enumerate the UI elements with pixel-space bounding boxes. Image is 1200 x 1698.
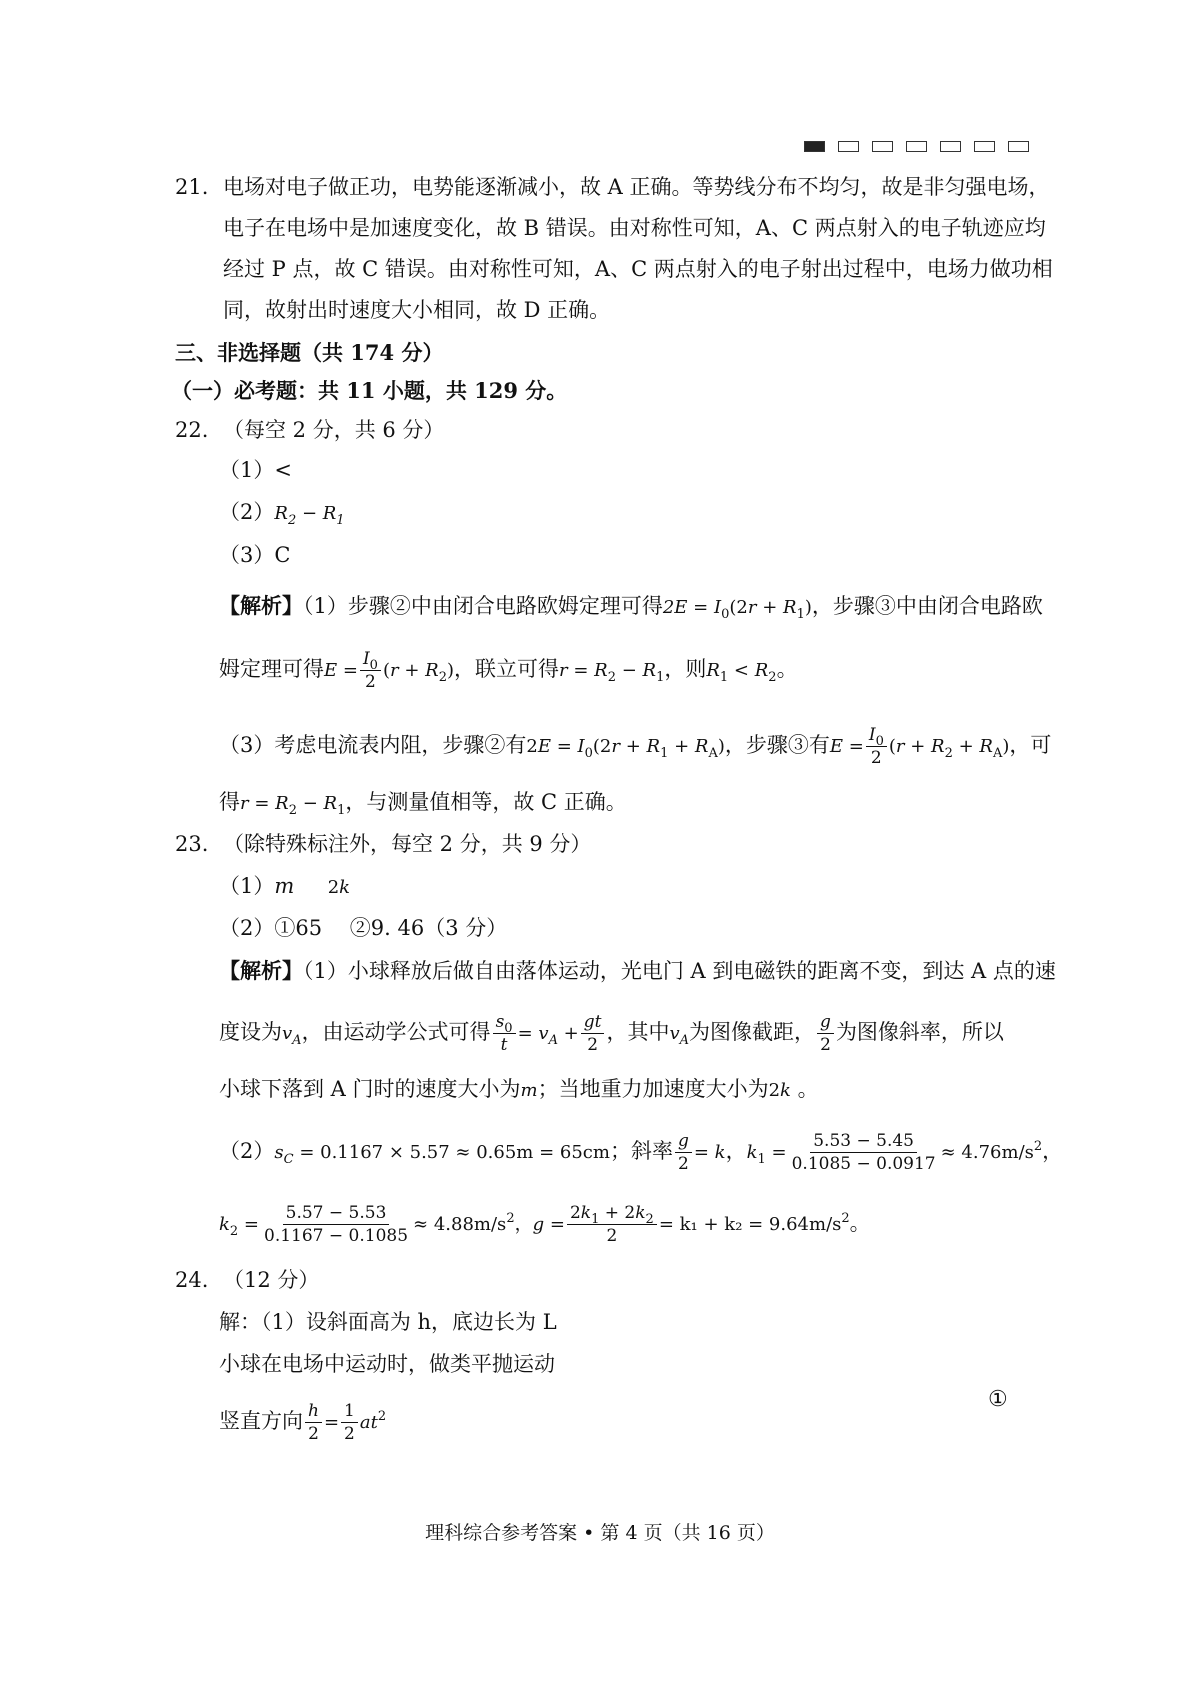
progress-marker-empty xyxy=(838,141,859,152)
section-3-subtitle: （一）必考题：共 11 小题，共 129 分。 xyxy=(171,378,568,403)
q22-explanation-1: 【解析】（1）步骤②中由闭合电路欧姆定理可得$2E = I_0(2r + R_1)$，步骤③中由闭合电路欧 xyxy=(219,593,1043,622)
q22-number: 22. xyxy=(175,418,209,442)
q24-number: 24. xyxy=(175,1268,209,1292)
q21-text-1: 电场对电子做正功，电势能逐渐减小，故 A 正确。等势线分布不均匀，故是非匀强电场， xyxy=(223,175,1050,199)
q23-explanation-3: 小球下落到 A 门时的速度大小为m；当地重力加速度大小为2k 。 xyxy=(219,1077,819,1101)
q23-answer-2: （2）①65 ②9. 46（3 分） xyxy=(219,916,508,940)
page-footer: 理科综合参考答案 • 第 4 页（共 16 页） xyxy=(425,1522,775,1544)
q24-line-1: 解：（1）设斜面高为 h，底边长为 L xyxy=(219,1310,557,1334)
q22-header xyxy=(175,416,444,444)
q24-line-2: 小球在电场中运动时，做类平抛运动 xyxy=(219,1352,555,1376)
q23-answer-1: （1）m 2k xyxy=(219,874,351,898)
q22-answer-3: （3）C xyxy=(219,543,291,567)
q22-explanation-4: 得$r = R_2 - R_1$，与测量值相等，故 C 正确。 xyxy=(219,790,627,818)
progress-marker-empty xyxy=(872,141,893,152)
q23-number: 23. xyxy=(175,832,209,856)
q23-points: （除特殊标注外，每空 2 分，共 9 分） xyxy=(223,832,592,856)
q23-explanation-1: 【解析】（1）小球释放后做自由落体运动，光电门 A 到电磁铁的距离不变，到达 A 点的速 xyxy=(219,958,1056,983)
q21-line-4: 同，故射出时速度大小相同，故 D 正确。 xyxy=(223,298,611,322)
progress-marker-empty xyxy=(906,141,927,152)
page-progress-markers xyxy=(804,141,1029,152)
q23-header xyxy=(175,830,591,858)
q21-number: 21. xyxy=(175,175,209,199)
q24-header xyxy=(175,1266,319,1294)
progress-marker-empty xyxy=(940,141,961,152)
progress-marker-empty xyxy=(974,141,995,152)
q24-line-3: 竖直方向 $\frac{h}{2}$ = $\frac{1}{2}$ $at^2$ xyxy=(219,1401,387,1444)
equation-number-1: ① xyxy=(988,1387,1008,1412)
q22-explanation-3: （3）考虑电流表内阻，步骤②有$2E = I_0(2r + R_1 + R_A)$，步骤③有E = $\frac{I_0}{2}$ $(r + R_2 + R_A)$，可 xyxy=(219,725,1052,768)
q23-explanation-5: $k_2$ = $\frac{5.57 - 5.53}{0.1167 - 0.1085}$ ≈ $4.88m/s^2$，g = $\frac{2k_1 + 2k_2}{2}$ = $k_1 + k_2 = 9.64m/s^2$。 xyxy=(219,1203,871,1246)
q22-answer-2: $(2)R_2 - R_1$ xyxy=(219,500,345,528)
q21-line-1 xyxy=(175,173,1050,201)
q21-line-3: 经过 P 点，故 C 错误。由对称性可知，A、C 两点射入的电子射出过程中，电场力做功相 xyxy=(223,257,1053,281)
q23-explanation-2: 度设为$v_A$，由运动学公式可得 $\frac{s_0}{t}$ = $v_A$ + $\frac{gt}{2}$ ，其中$v_A$为图像截距， $\frac{g}{2}$ 为图像斜率，所以 xyxy=(219,1012,1004,1055)
q21-line-2: 电子在电场中是加速度变化，故 B 错误。由对称性可知，A、C 两点射入的电子轨迹应均 xyxy=(223,216,1046,240)
section-3-title: 三、非选择题（共 174 分） xyxy=(175,340,444,365)
q24-points: （12 分） xyxy=(223,1268,320,1292)
q22-answer-1: （1）< xyxy=(219,458,292,482)
q22-explanation-2: 姆定理可得E = $\frac{I_0}{2}$ $(r + R_2)$，联立可得$r = R_2 - R_1$，则$R_1 < R_2$。 xyxy=(219,649,798,692)
progress-marker-empty xyxy=(1008,141,1029,152)
progress-marker-filled xyxy=(804,141,825,152)
q22-points: （每空 2 分，共 6 分） xyxy=(223,418,445,442)
q23-explanation-4: $(2)s_C = 0.1167 \times 5.57 \approx 0.65m = 65cm$；斜率 $\frac{g}{2}$ = k，$k_1$ = $\frac{5.53 - 5.45}{0.1085 - 0.0917}$ ≈ $4.76m/s^2$， xyxy=(219,1131,1064,1174)
